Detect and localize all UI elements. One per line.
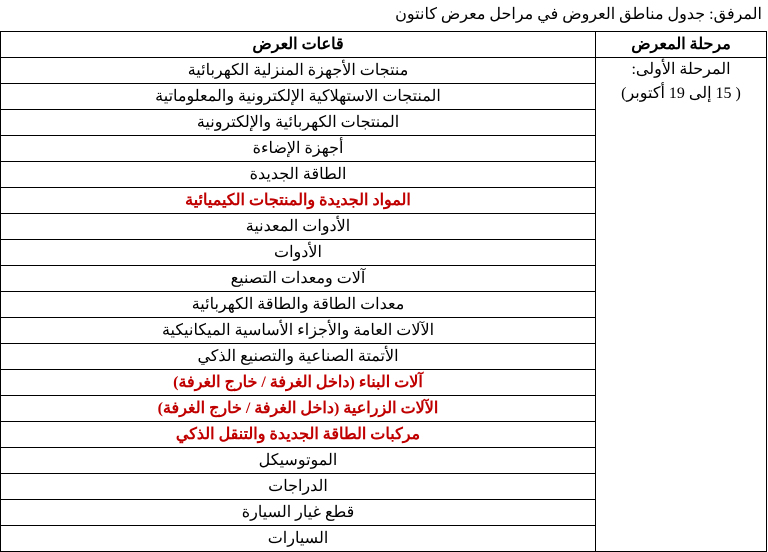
table-row — [1, 58, 767, 84]
hall-name-cell: أجهزة الإضاءة — [1, 136, 596, 162]
hall-name-cell: المواد الجديدة والمنتجات الكيميائية — [1, 188, 596, 214]
hall-name-cell: الأتمتة الصناعية والتصنيع الذكي — [1, 344, 596, 370]
table-header-row — [1, 32, 767, 58]
hall-name-cell: الموتوسيكل — [1, 448, 596, 474]
hall-name-cell: قطع غيار السيارة — [1, 500, 596, 526]
hall-name-cell: الآلات الزراعية (داخل الغرفة / خارج الغرفة) — [1, 396, 596, 422]
hall-name-cell: آلات ومعدات التصنيع — [1, 266, 596, 292]
attachment-caption: المرفق: جدول مناطق العروض في مراحل معرض كانتون — [395, 6, 762, 23]
hall-name-cell: المنتجات الكهربائية والإلكترونية — [1, 110, 596, 136]
hall-name-cell: الأدوات — [1, 240, 596, 266]
hall-name-cell: الأدوات المعدنية — [1, 214, 596, 240]
phase-dates: ( 15 إلى 19 أكتوبر) — [621, 85, 741, 102]
hall-name-cell: معدات الطاقة والطاقة الكهربائية — [1, 292, 596, 318]
hall-name-cell: السيارات — [1, 526, 596, 552]
hall-name-cell: منتجات الأجهزة المنزلية الكهربائية — [1, 58, 596, 84]
hall-name-cell: آلات البناء (داخل الغرفة / خارج الغرفة) — [1, 370, 596, 396]
hall-name-cell: المنتجات الاستهلاكية الإلكترونية والمعلوماتية — [1, 84, 596, 110]
exhibition-halls-table — [0, 31, 767, 552]
halls-header: قاعات العرض — [1, 32, 596, 58]
hall-name-cell: الطاقة الجديدة — [1, 162, 596, 188]
phase-header: مرحلة المعرض — [596, 32, 767, 58]
phase-cell — [596, 58, 767, 552]
phase-name: المرحلة الأولى: — [631, 61, 731, 78]
hall-name-cell: مركبات الطاقة الجديدة والتنقل الذكي — [1, 422, 596, 448]
hall-name-cell: الآلات العامة والأجزاء الأساسية الميكانيكية — [1, 318, 596, 344]
hall-name-cell: الدراجات — [1, 474, 596, 500]
